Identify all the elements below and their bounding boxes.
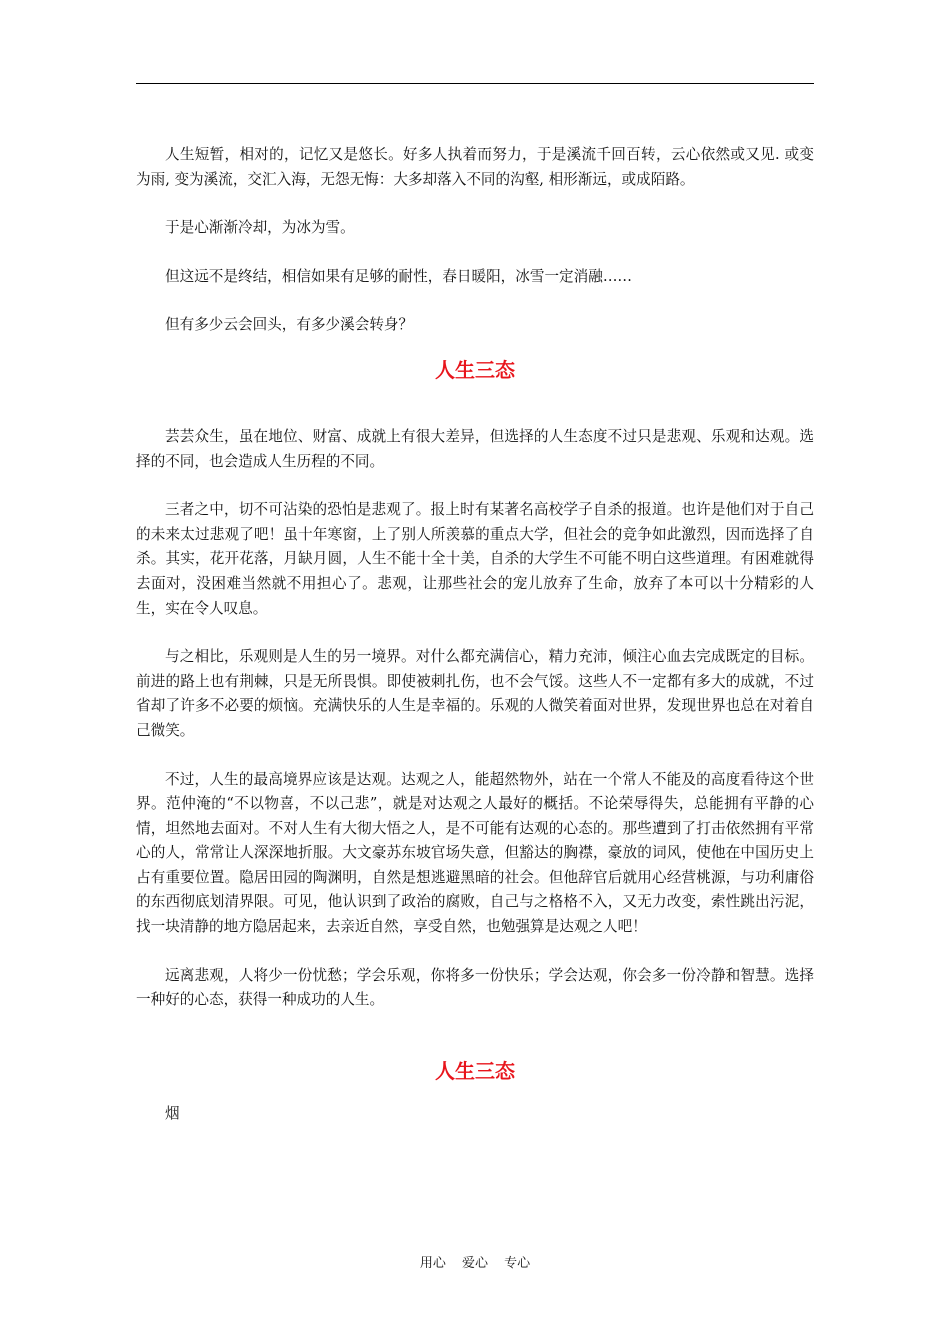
- paragraph: 不过，人生的最高境界应该是达观。达观之人，能超然物外，站在一个常人不能及的高度看待这个世界。范仲淹的“不以物喜，不以己悲”，就是对达观之人最好的概括。不论荣辱得失，总能拥有平静的心情，坦然地去面对。不对人生有大彻大悟之人，是不可能有达观的心态的。那些遭到了打击依然拥有平常心的人，常常让人深深地折服。大文豪苏东坡官场失意，但豁达的胸襟，豪放的词风，使他在中国历史上占有重要位置。隐居田园的陶渊明，自然是想逃避黑暗的社会。但他辞官后就用心经营桃源，与功利庸俗的东西彻底划清界限。可见，他认识到了政治的腐败，自己与之格格不入，又无力改变，索性跳出污泥，找一块清静的地方隐居起来，去亲近自然，享受自然，也勉强算是达观之人吧！: [136, 770, 814, 936]
- section-title: 人生三态: [435, 357, 515, 382]
- paragraph: 芸芸众生，虽在地位、财富、成就上有很大差异，但选择的人生态度不过只是悲观、乐观和达观。选择的不同，也会造成人生历程的不同。: [136, 427, 814, 470]
- document-body: [136, 143, 814, 1126]
- paragraph: 三者之中，切不可沾染的恐怕是悲观了。报上时有某著名高校学子自杀的报道。也许是他们对于自己的未来太过悲观了吧！虽十年寒窗，上了别人所羡慕的重点大学，但社会的竞争如此激烈，因而选择了自杀。其实，花开花落，月缺月圆，人生不能十全十美，自杀的大学生不可能不明白这些道理。有困难就得去面对，没困难当然就不用担心了。悲观，让那些社会的宠儿放弃了生命，放弃了本可以十分精彩的人生，实在令人叹息。: [136, 501, 814, 617]
- paragraph: 远离悲观，人将少一份忧愁；学会乐观，你将多一份快乐；学会达观，你会多一份冷静和智慧。选择一种好的心态，获得一种成功的人生。: [136, 966, 814, 1009]
- paragraph: 与之相比，乐观则是人生的另一境界。对什么都充满信心，精力充沛，倾注心血去完成既定的目标。前进的路上也有荆棘，只是无所畏惧。即使被刺扎伤，也不会气馁。这些人不一定都有多大的成就，不过省却了许多不必要的烦恼。充满快乐的人生是幸福的。乐观的人微笑着面对世界，发现世界也总在对着自己微笑。: [136, 648, 814, 739]
- section-title: 人生三态: [435, 1058, 515, 1083]
- paragraph: 但有多少云会回头，有多少溪会转身？: [165, 316, 414, 334]
- header-rule: [136, 83, 814, 84]
- paragraph: 人生短暂，相对的，记忆又是悠长。好多人执着而努力，于是溪流千回百转，云心依然或又见. 或变为雨, 变为溪流，交汇入海，无怨无悔：大多却落入不同的沟壑, 相形渐远，或成陌路。: [136, 146, 814, 188]
- author-fragment: 烟: [165, 1104, 180, 1122]
- paragraph: 但这远不是终结，相信如果有足够的耐性，春日暖阳，冰雪一定消融……: [165, 267, 633, 285]
- paragraph: 于是心渐渐冷却，为冰为雪。: [165, 219, 355, 237]
- page-footer: 用心 爱心 专心: [419, 1256, 531, 1271]
